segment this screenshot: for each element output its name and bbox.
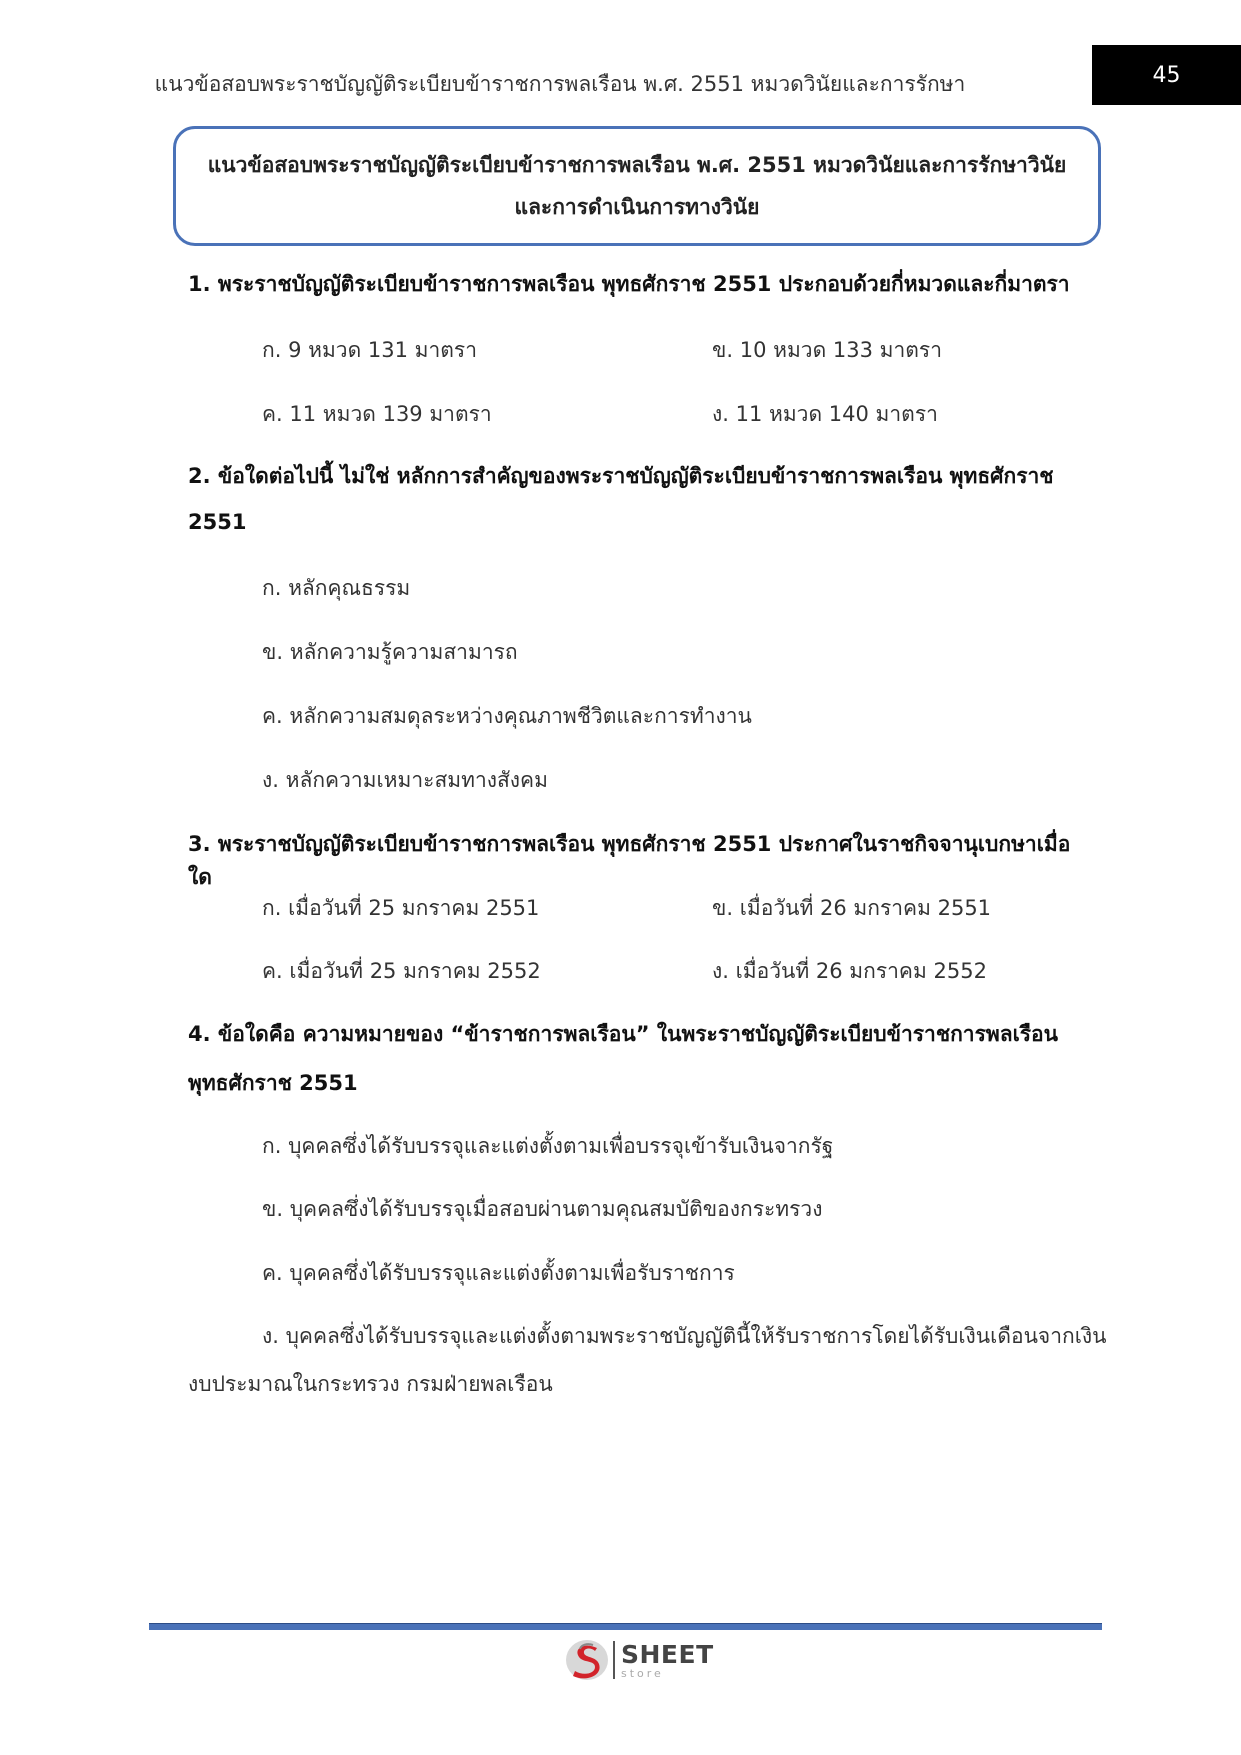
footer-divider	[149, 1623, 1102, 1630]
q4-option-d-line2: งบประมาณในกระทรวง กรมฝ่ายพลเรือน	[188, 1372, 553, 1396]
q4-option-b: ข. บุคคลซึ่งได้รับบรรจุเมื่อสอบผ่านตามคุณสมบัติของกระทรวง	[262, 1197, 823, 1221]
q2-option-a: ก. หลักคุณธรรม	[262, 576, 411, 600]
running-header: แนวข้อสอบพระราชบัญญัติระเบียบข้าราชการพลเรือน พ.ศ. 2551 หมวดวินัยและการรักษา	[154, 72, 966, 96]
q1-option-d: ง. 11 หมวด 140 มาตรา	[712, 402, 938, 426]
q4-option-d-line1: ง. บุคคลซึ่งได้รับบรรจุและแต่งตั้งตามพระราชบัญญัตินี้ให้รับราชการโดยได้รับเงินเดือนจากเงิน	[262, 1324, 1107, 1348]
section-title-line1: แนวข้อสอบพระราชบัญญัติระเบียบข้าราชการพลเรือน พ.ศ. 2551 หมวดวินัยและการรักษาวินัย	[207, 153, 1067, 177]
q4-option-c: ค. บุคคลซึ่งได้รับบรรจุและแต่งตั้งตามเพื่อรับราชการ	[262, 1261, 735, 1285]
question-1: 1. พระราชบัญญัติระเบียบข้าราชการพลเรือน พุทธศักราช 2551 ประกอบด้วยกี่หมวดและกี่มาตรา	[188, 272, 1070, 296]
question-2-line2: 2551	[188, 510, 247, 534]
q1-option-c: ค. 11 หมวด 139 มาตรา	[262, 402, 492, 426]
q4-option-a: ก. บุคคลซึ่งได้รับบรรจุและแต่งตั้งตามเพื่อบรรจุเข้ารับเงินจากรัฐ	[262, 1134, 834, 1158]
page-number: 45	[1092, 45, 1241, 105]
q1-option-b: ข. 10 หมวด 133 มาตรา	[712, 338, 942, 362]
q3-option-a: ก. เมื่อวันที่ 25 มกราคม 2551	[262, 896, 540, 920]
question-2-line1: 2. ข้อใดต่อไปนี้ ไม่ใช่ หลักการสำคัญของพระราชบัญญัติระเบียบข้าราชการพลเรือน พุทธศักราช	[188, 464, 1054, 488]
question-3: 3. พระราชบัญญัติระเบียบข้าราชการพลเรือน พุทธศักราช 2551 ประกาศในราชกิจจานุเบกษาเมื่อใด	[188, 832, 1071, 889]
q3-option-b: ข. เมื่อวันที่ 26 มกราคม 2551	[712, 896, 992, 920]
q2-option-d: ง. หลักความเหมาะสมทางสังคม	[262, 768, 548, 792]
question-4-line2: พุทธศักราช 2551	[188, 1071, 358, 1095]
question-4-line1: 4. ข้อใดคือ ความหมายของ “ข้าราชการพลเรือน” ในพระราชบัญญัติระเบียบข้าราชการพลเรือน	[188, 1022, 1059, 1046]
q1-option-a: ก. 9 หมวด 131 มาตรา	[262, 338, 477, 362]
sheet-store-logo	[563, 1637, 714, 1683]
q3-option-c: ค. เมื่อวันที่ 25 มกราคม 2552	[262, 959, 541, 983]
logo-sub-text: store	[621, 1666, 664, 1680]
section-title-line2: และการดำเนินการทางวินัย	[514, 195, 760, 219]
q3-option-d: ง. เมื่อวันที่ 26 มกราคม 2552	[712, 959, 987, 983]
section-title-box	[173, 126, 1101, 246]
sheet-s-logo-icon	[563, 1636, 611, 1684]
q2-option-b: ข. หลักความรู้ความสามารถ	[262, 640, 518, 664]
logo-separator	[613, 1641, 615, 1679]
q2-option-c: ค. หลักความสมดุลระหว่างคุณภาพชีวิตและการทำงาน	[262, 704, 752, 728]
logo-main-text: SHEET	[621, 1639, 714, 1669]
